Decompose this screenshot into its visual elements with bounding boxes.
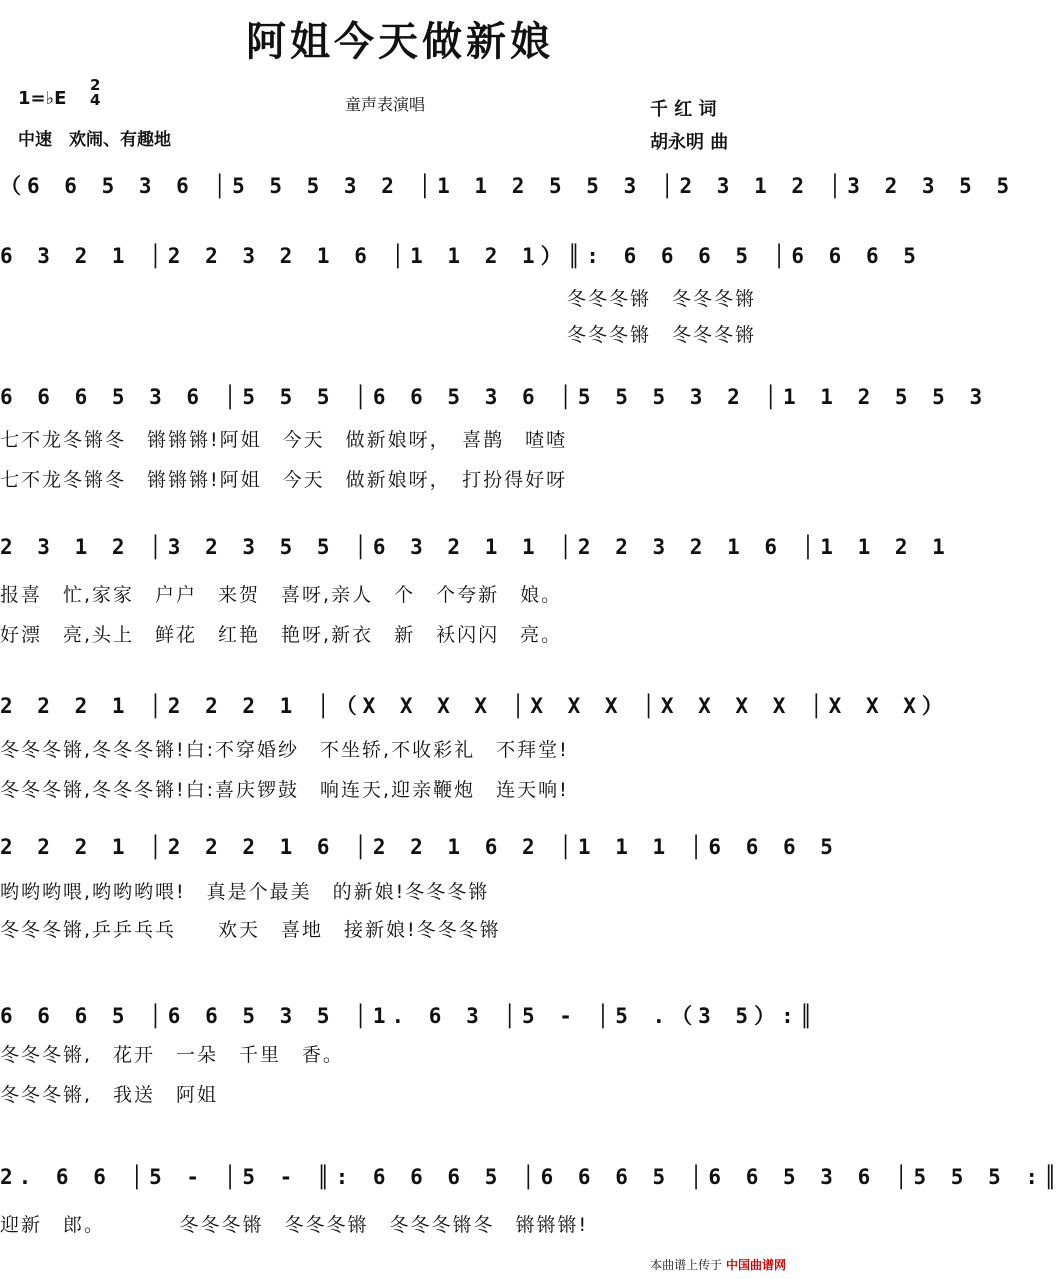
- notes-line: 6 6 6 5 3 6 │5 5 5 │6 6 5 3 6 │5 5 5 3 2 │1 1 2 5 5 3: [0, 385, 989, 409]
- lyric-verse-1: 冬冬冬锵,冬冬冬锵!白:不穿婚纱 不坐轿,不收彩礼 不拜堂!: [0, 739, 569, 761]
- page-title: 阿姐今天做新娘: [246, 18, 554, 65]
- notes-line: 2 3 1 2 │3 2 3 5 5 │6 3 2 1 1 │2 2 3 2 1 6 │1 1 2 1: [0, 535, 951, 559]
- lyric-verse-1: 七不龙冬锵冬 锵锵锵!阿姐 今天 做新娘呀， 喜鹊 喳喳: [0, 429, 568, 451]
- notes-line: 6 6 6 5 │6 6 5 3 5 │1. 6 3 │5 - │5 .（3 5）:║: [0, 1004, 819, 1028]
- lyric-verse-1: 哟哟哟喂,哟哟哟喂! 真是个最美 的新娘!冬冬冬锵: [0, 881, 490, 903]
- lyric-verse-2: 冬冬冬锵,乒乒乓乓 欢天 喜地 接新娘!冬冬冬锵: [0, 919, 501, 941]
- lyric-verse-1: 迎新 郎。 冬冬冬锵 冬冬冬锵 冬冬冬锵冬 锵锵锵!: [0, 1214, 589, 1236]
- lyric-verse-1: 报喜 忙,家家 户户 来贺 喜呀,亲人 个 个夸新 娘。: [0, 584, 563, 606]
- lyric-verse-2: 冬冬冬锵 冬冬冬锵: [0, 324, 757, 346]
- lyric-verse-1: 冬冬冬锵 冬冬冬锵: [0, 288, 757, 310]
- performer: 童声表演唱: [345, 95, 426, 114]
- lyric-verse-2: 冬冬冬锵,冬冬冬锵!白:喜庆锣鼓 响连天,迎亲鞭炮 连天响!: [0, 779, 569, 801]
- time-signature: [90, 78, 100, 108]
- lyric-verse-2: 七不龙冬锵冬 锵锵锵!阿姐 今天 做新娘呀， 打扮得好呀: [0, 469, 568, 491]
- key-signature: 1=♭E: [18, 88, 67, 109]
- lyric-verse-2: 好漂 亮,头上 鲜花 红艳 艳呀,新衣 新 袄闪闪 亮。: [0, 624, 563, 646]
- time-sig-bottom: 4: [90, 91, 101, 109]
- tempo-marking: 中速 欢闹、有趣地: [18, 130, 171, 150]
- lyric-verse-1: 冬冬冬锵, 花开 一朵 千里 香。: [0, 1044, 345, 1066]
- notes-line: （6 6 5 3 6 │5 5 5 3 2 │1 1 2 5 5 3 │2 3 1 2 │3 2 3 5 5: [0, 174, 1016, 198]
- notes-line: 6 3 2 1 │2 2 3 2 1 6 │1 1 2 1）║: 6 6 6 5 │6 6 6 5: [0, 244, 922, 268]
- notes-line: 2 2 2 1 │2 2 2 1 6 │2 2 1 6 2 │1 1 1 │6 6 6 5: [0, 835, 839, 859]
- footer-text: 本曲谱上传于: [650, 1258, 723, 1272]
- composer: 胡永明 曲: [650, 132, 729, 153]
- time-sig-top: 2: [90, 76, 101, 94]
- site-logo[interactable]: 中国曲谱网: [725, 1258, 786, 1272]
- lyric-verse-2: 冬冬冬锵, 我送 阿姐: [0, 1084, 219, 1106]
- lyricist: 千 红 词: [650, 99, 717, 120]
- notes-line: 2 2 2 1 │2 2 2 1 │（X X X X │X X X │X X X X │X X X）: [0, 694, 949, 718]
- notes-line: 2. 6 6 │5 - │5 - ║: 6 6 6 5 │6 6 6 5 │6 6 5 3 6 │5 5 5 :║: [0, 1165, 1063, 1189]
- footer-credit: [650, 1256, 786, 1273]
